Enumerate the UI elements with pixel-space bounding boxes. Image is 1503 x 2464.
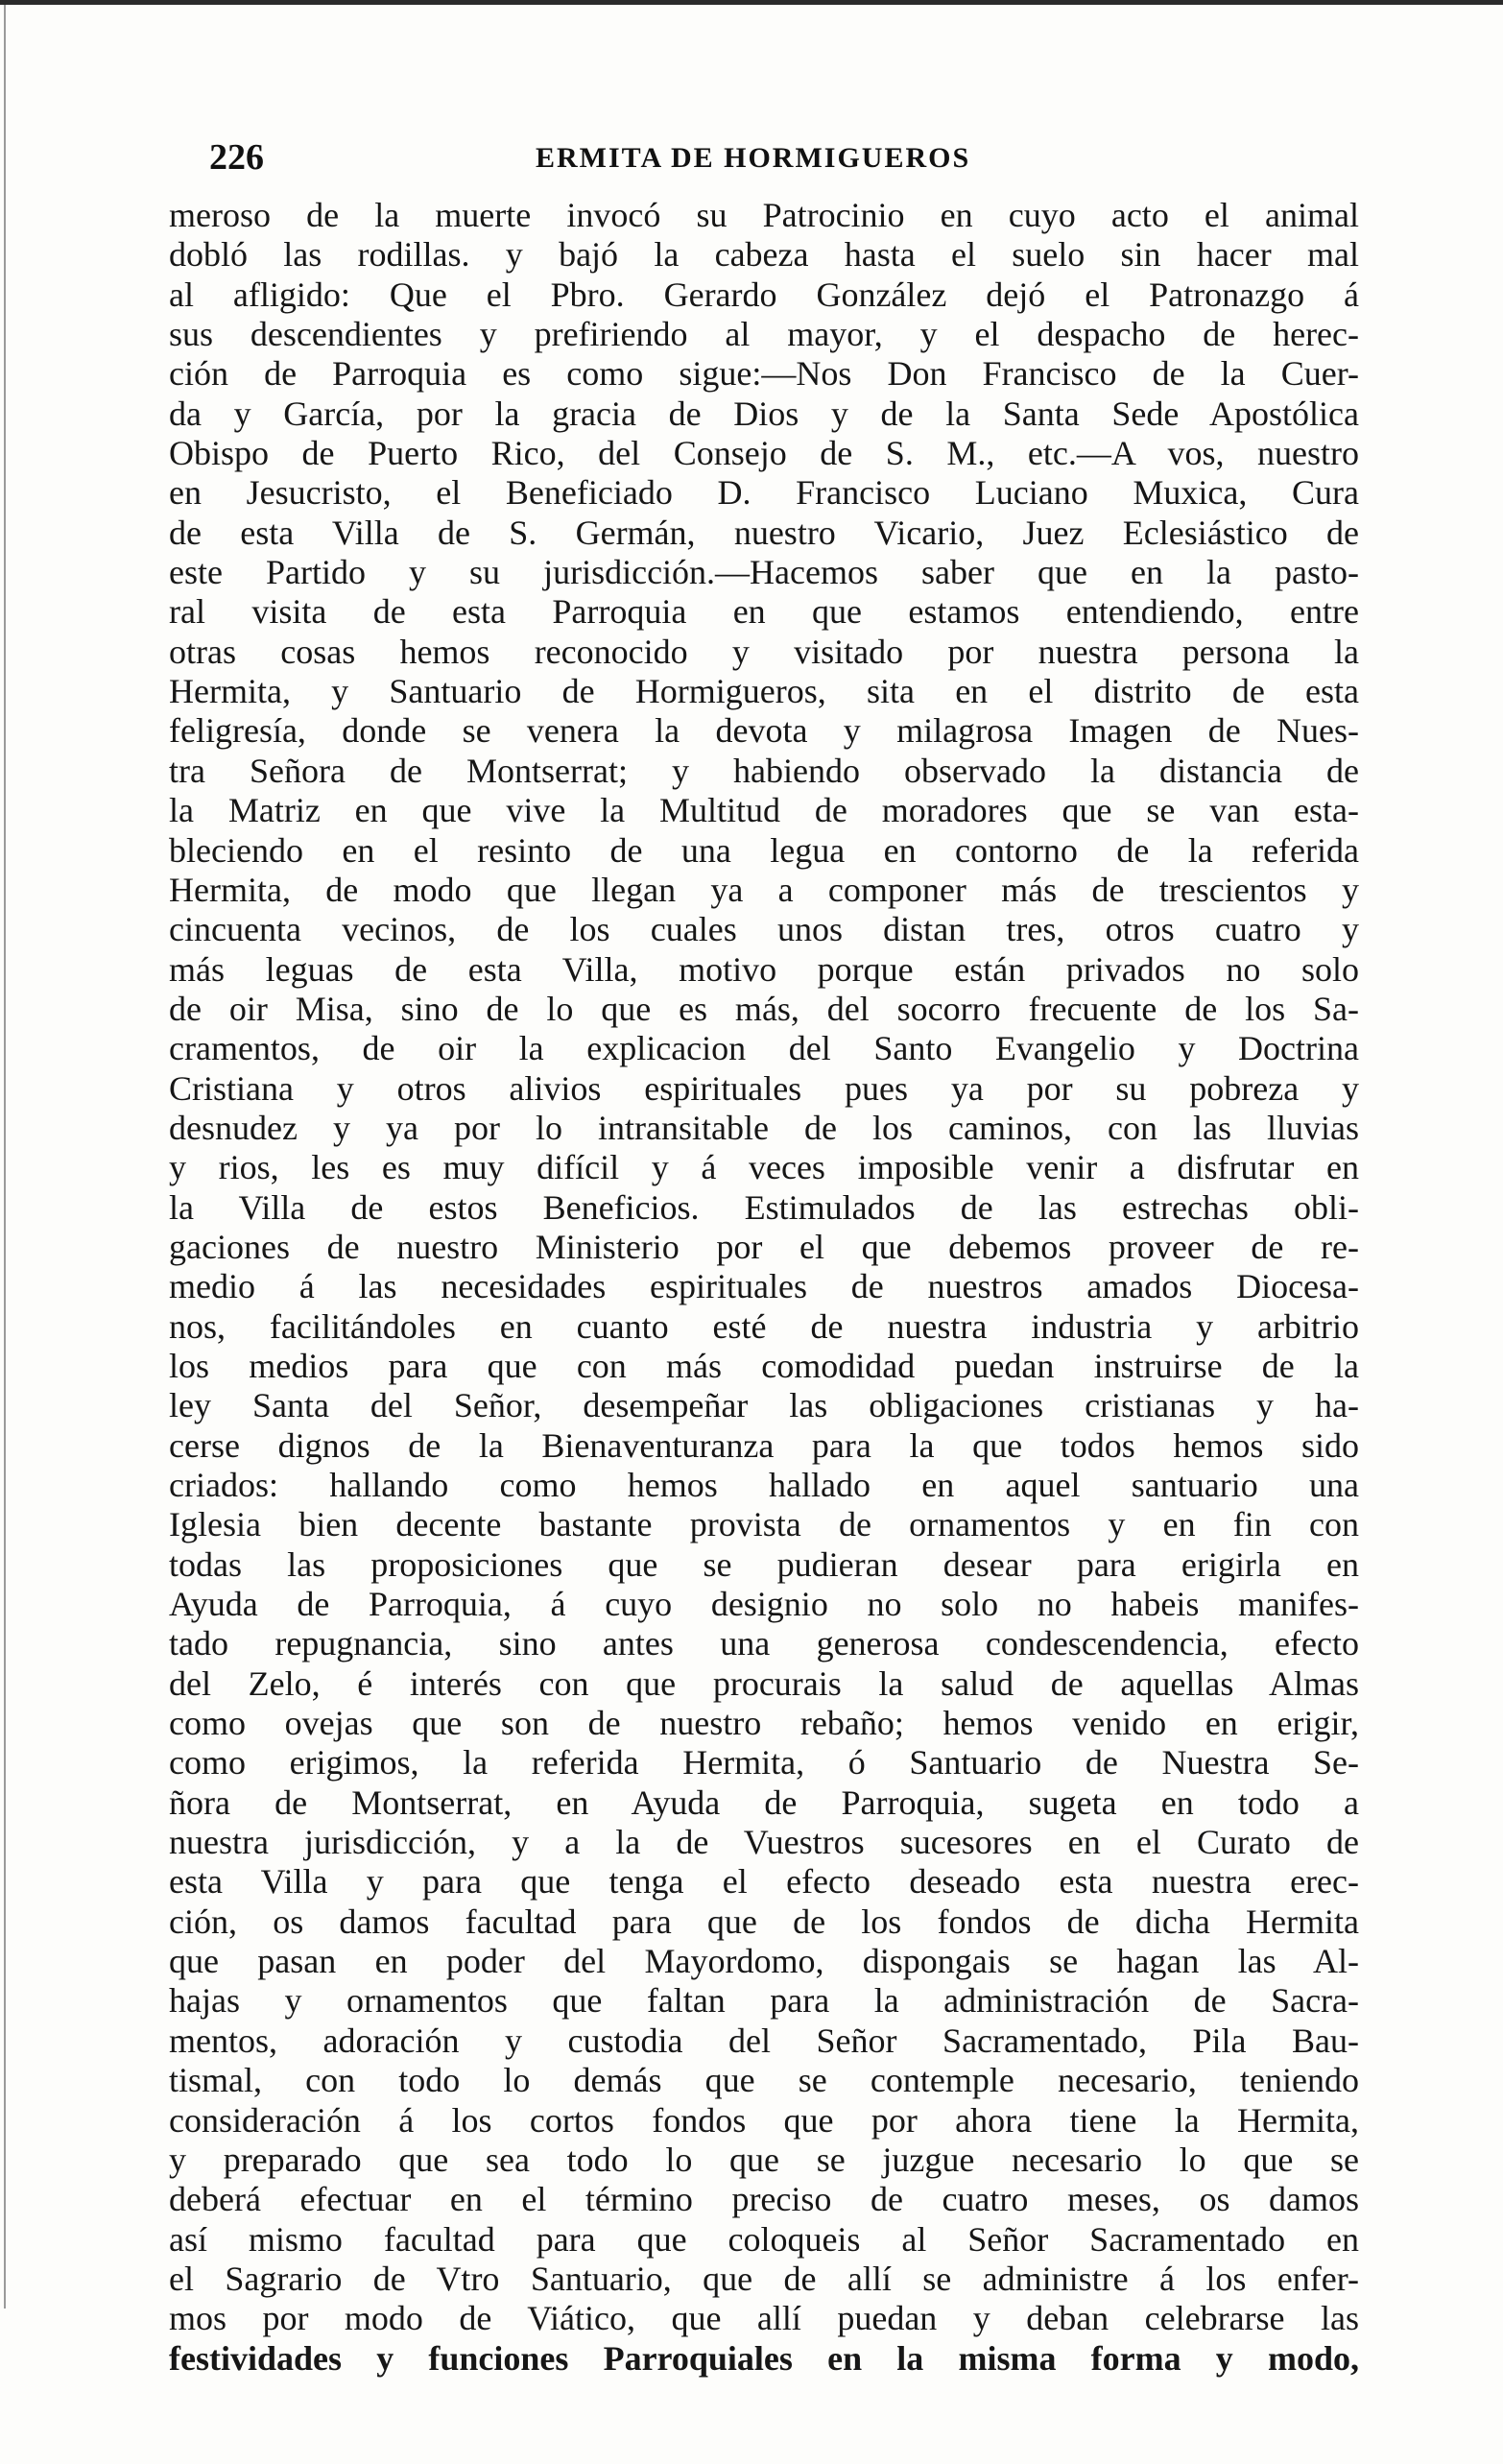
text-line: consideración á los cortos fondos que por ahora tiene la Hermita, xyxy=(169,2100,1359,2140)
text-line: bleciendo en el resinto de una legua en contorno de la referida xyxy=(169,830,1359,870)
text-line: tado repugnancia, sino antes una generosa condescendencia, efecto xyxy=(169,1624,1359,1663)
text-line: hajas y ornamentos que faltan para la administración de Sacra- xyxy=(169,1981,1359,2021)
text-line: feligresía, donde se venera la devota y milagrosa Imagen de Nues- xyxy=(169,711,1359,751)
text-line: da y García, por la gracia de Dios y de la Santa Sede Apostólica xyxy=(169,394,1359,433)
left-edge-rule xyxy=(4,5,6,2309)
text-line: dobló las rodillas. y bajó la cabeza hasta el suelo sin hacer mal xyxy=(169,235,1359,275)
text-line: tismal, con todo lo demás que se contemple necesario, teniendo xyxy=(169,2061,1359,2100)
text-line: nos, facilitándoles en cuanto esté de nuestra industria y arbitrio xyxy=(169,1306,1359,1346)
text-line: y rios, les es muy difícil y á veces imposible venir a disfrutar en xyxy=(169,1148,1359,1187)
text-line: este Partido y su jurisdicción.—Hacemos saber que en la pasto- xyxy=(169,553,1359,592)
text-line: en Jesucristo, el Beneficiado D. Francisco Luciano Muxica, Cura xyxy=(169,473,1359,513)
text-line: mentos, adoración y custodia del Señor Sacramentado, Pila Bau- xyxy=(169,2021,1359,2060)
text-line: que pasan en poder del Mayordomo, dispongais se hagan las Al- xyxy=(169,1942,1359,1981)
text-line: cramentos, de oir la explicacion del Santo Evangelio y Doctrina xyxy=(169,1029,1359,1068)
running-head: ERMITA DE HORMIGUEROS xyxy=(536,142,971,174)
text-line: criados: hallando como hemos hallado en aquel santuario una xyxy=(169,1466,1359,1504)
text-line: al afligido: Que el Pbro. Gerardo González dejó el Patronazgo á xyxy=(169,275,1359,314)
text-line: desnudez y ya por lo intransitable de los caminos, con las lluvias xyxy=(169,1108,1359,1147)
text-line: así mismo facultad para que coloqueis al Señor Sacramentado en xyxy=(169,2219,1359,2259)
text-line: la Villa de estos Beneficios. Estimulados de las estrechas obli- xyxy=(169,1187,1359,1227)
text-line: nuestra jurisdicción, y a la de Vuestros sucesores en el Curato de xyxy=(169,1823,1359,1862)
text-line: Cristiana y otros alivios espirituales pues ya por su pobreza y xyxy=(169,1068,1359,1108)
text-line: meroso de la muerte invocó su Patrocinio en cuyo acto el animal xyxy=(169,196,1359,234)
text-line: de oir Misa, sino de lo que es más, del socorro frecuente de los Sa- xyxy=(169,989,1359,1028)
text-line: más leguas de esta Villa, motivo porque están privados no solo xyxy=(169,949,1359,989)
text-line: Hermita, y Santuario de Hormigueros, sita en el distrito de esta xyxy=(169,672,1359,711)
text-line: Hermita, de modo que llegan ya a componer más de trescientos y xyxy=(169,870,1359,909)
text-line: de esta Villa de S. Germán, nuestro Vicario, Juez Eclesiástico de xyxy=(169,513,1359,552)
body-text xyxy=(169,196,1359,2379)
text-line: otras cosas hemos reconocido y visitado por nuestra persona la xyxy=(169,632,1359,671)
text-line: festividades y funciones Parroquiales en la misma forma y modo, xyxy=(169,2338,1359,2378)
text-line: ción, os damos facultad para que de los fondos de dicha Hermita xyxy=(169,1902,1359,1941)
text-line: ley Santa del Señor, desempeñar las obligaciones cristianas y ha- xyxy=(169,1386,1359,1425)
text-line: la Matriz en que vive la Multitud de moradores que se van esta- xyxy=(169,791,1359,830)
top-edge-rule xyxy=(0,0,1503,5)
text-line: ral visita de esta Parroquia en que estamos entendiendo, entre xyxy=(169,592,1359,632)
page-header xyxy=(209,136,1361,179)
text-line: Ayuda de Parroquia, á cuyo designio no solo no habeis manifes- xyxy=(169,1585,1359,1624)
text-line: gaciones de nuestro Ministerio por el que debemos proveer de re- xyxy=(169,1227,1359,1266)
text-line: los medios para que con más comodidad puedan instruirse de la xyxy=(169,1346,1359,1385)
text-line: ñora de Montserrat, en Ayuda de Parroquia, sugeta en todo a xyxy=(169,1782,1359,1822)
text-line: mos por modo de Viático, que allí puedan y deban celebrarse las xyxy=(169,2299,1359,2338)
text-line: del Zelo, é interés con que procurais la salud de aquellas Almas xyxy=(169,1663,1359,1703)
text-line: deberá efectuar en el término preciso de cuatro meses, os damos xyxy=(169,2180,1359,2219)
text-line: Obispo de Puerto Rico, del Consejo de S. M., etc.—A vos, nuestro xyxy=(169,434,1359,473)
text-line: cincuenta vecinos, de los cuales unos distan tres, otros cuatro y xyxy=(169,910,1359,949)
text-line: y preparado que sea todo lo que se juzgue necesario lo que se xyxy=(169,2140,1359,2179)
page-number: 226 xyxy=(209,137,264,178)
text-line: ción de Parroquia es como sigue:—Nos Don Francisco de la Cuer- xyxy=(169,354,1359,394)
text-line: Iglesia bien decente bastante provista de ornamentos y en fin con xyxy=(169,1505,1359,1544)
text-line: medio á las necesidades espirituales de nuestros amados Diocesa- xyxy=(169,1267,1359,1306)
text-line: cerse dignos de la Bienaventuranza para la que todos hemos sido xyxy=(169,1425,1359,1465)
text-line: todas las proposiciones que se pudieran desear para erigirla en xyxy=(169,1544,1359,1584)
text-line: esta Villa y para que tenga el efecto deseado esta nuestra erec- xyxy=(169,1862,1359,1902)
text-line: como ovejas que son de nuestro rebaño; hemos venido en erigir, xyxy=(169,1704,1359,1743)
text-line: como erigimos, la referida Hermita, ó Santuario de Nuestra Se- xyxy=(169,1743,1359,1782)
text-line: el Sagrario de Vtro Santuario, que de allí se administre á los enfer- xyxy=(169,2259,1359,2298)
text-line: sus descendientes y prefiriendo al mayor, y el despacho de herec- xyxy=(169,315,1359,354)
text-line: tra Señora de Montserrat; y habiendo observado la distancia de xyxy=(169,751,1359,790)
